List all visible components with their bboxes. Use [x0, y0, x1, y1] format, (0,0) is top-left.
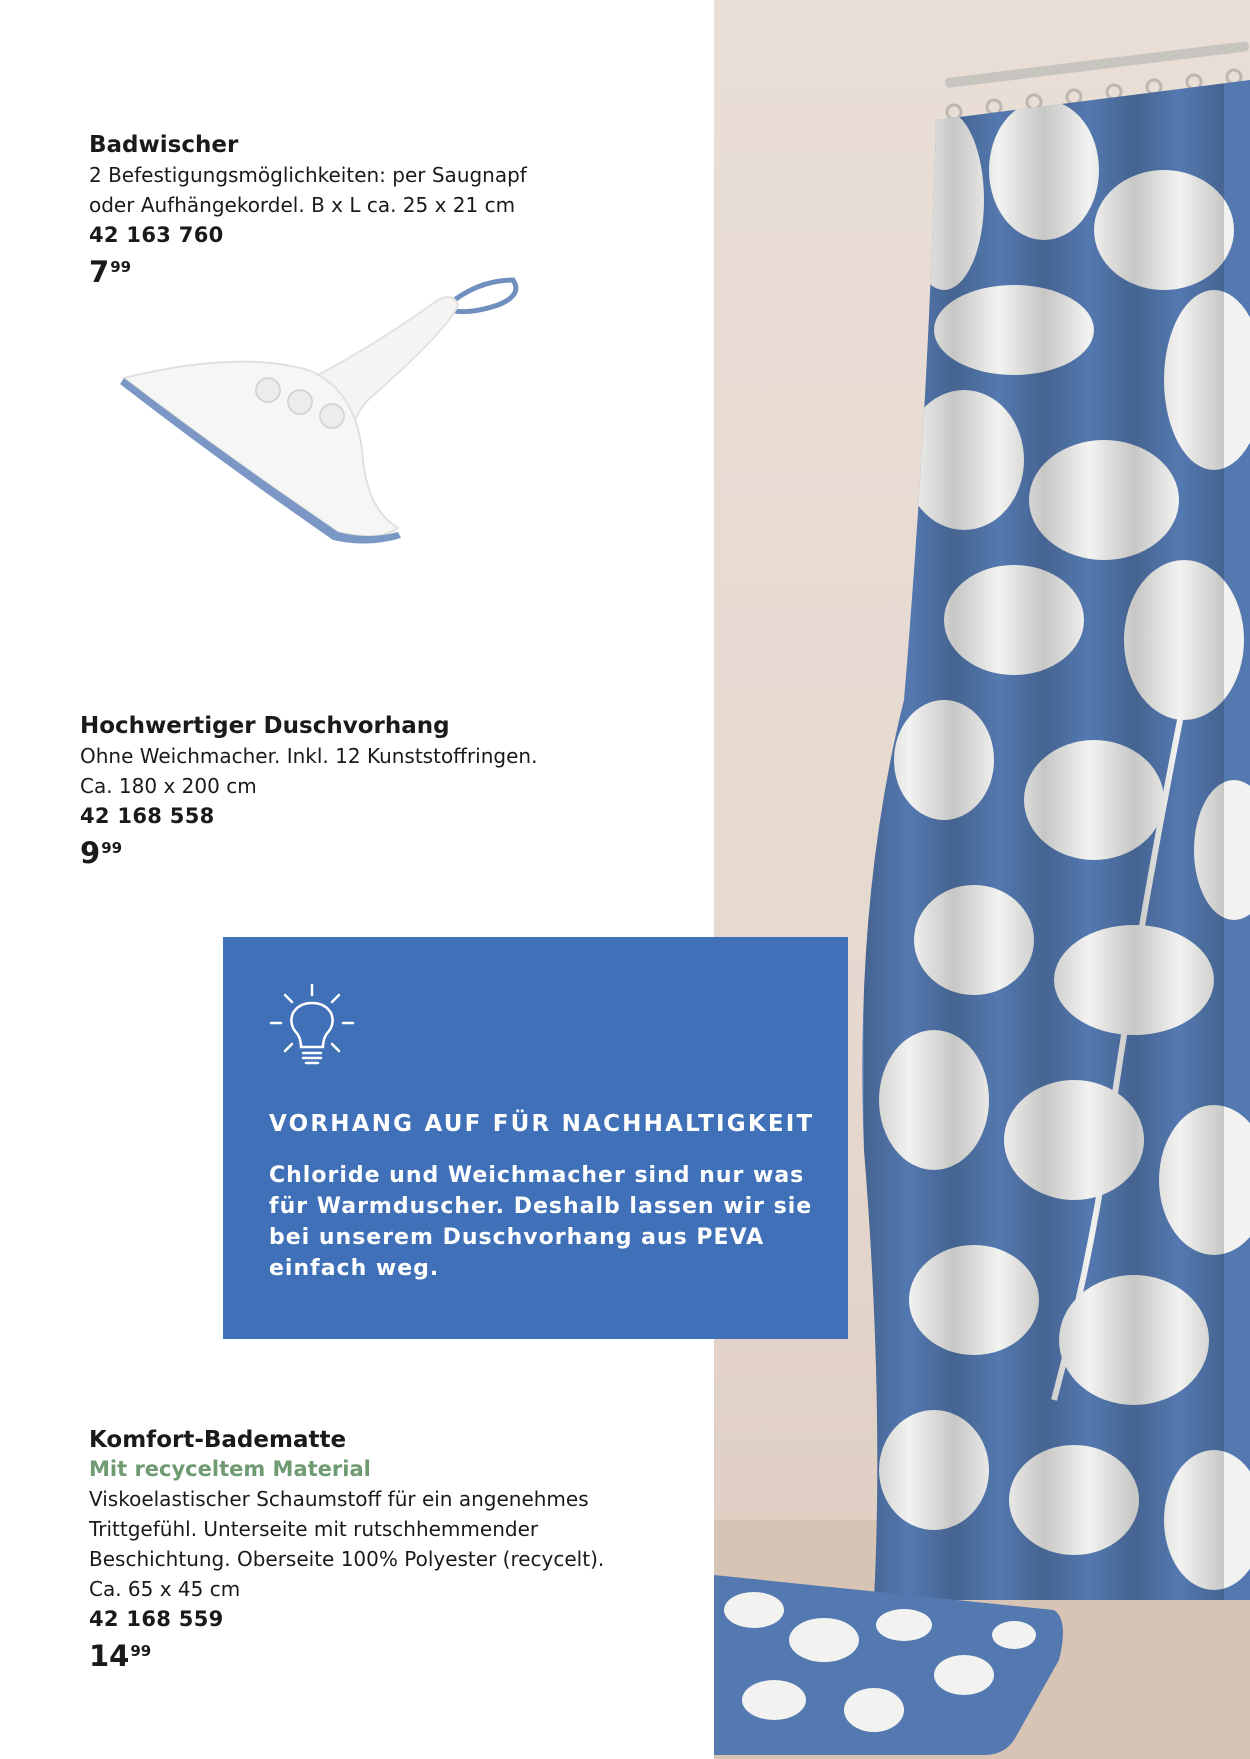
- price-integer: 9: [80, 836, 101, 870]
- article-number: 42 168 559: [89, 1607, 224, 1631]
- product-description: Ohne Weichmacher. Inkl. 12 Kunststoffringen. Ca. 180 x 200 cm: [80, 744, 538, 798]
- product-description: 2 Befestigungsmöglichkeiten: per Saugnapf oder Aufhängekordel. B x L ca. 25 x 21 cm: [89, 163, 527, 217]
- product-description: Viskoelastischer Schaumstoff für ein angenehmes Trittgefühl. Unterseite mit rutschhemmender Beschichtung. Oberseite 100% Polyester (recycelt). Ca. 65 x 45 cm: [89, 1487, 605, 1601]
- price-integer: 7: [89, 255, 110, 289]
- info-heading: VORHANG AUF FÜR NACHHALTIGKEIT: [269, 1111, 815, 1137]
- sustainability-info-box: [223, 937, 848, 1339]
- shower-curtain-photo: [714, 0, 1250, 1759]
- product-duschvorhang: [80, 711, 680, 868]
- info-body: Chloride und Weichmacher sind nur was für Warmduscher. Deshalb lassen wir sie bei unserem Duschvorhang aus PEVA einfach weg.: [269, 1163, 813, 1281]
- price: [80, 836, 680, 870]
- product-subtitle: Mit recyceltem Material: [89, 1457, 371, 1481]
- price-decimal: 99: [130, 1642, 152, 1660]
- article-number: 42 168 558: [80, 804, 215, 828]
- product-title: Hochwertiger Duschvorhang: [80, 713, 450, 739]
- price-decimal: 99: [110, 258, 132, 276]
- price: [89, 1639, 689, 1673]
- curtain-illustration: [714, 0, 1250, 1759]
- product-badwischer: [89, 130, 689, 287]
- squeegee-image: [118, 270, 528, 550]
- price-integer: 14: [89, 1639, 130, 1673]
- product-title: Badwischer: [89, 132, 239, 158]
- product-title: Komfort-Badematte: [89, 1427, 347, 1453]
- product-badematte: [89, 1425, 689, 1671]
- price-decimal: 99: [101, 839, 123, 857]
- article-number: 42 163 760: [89, 223, 224, 247]
- lightbulb-icon: [265, 981, 359, 1075]
